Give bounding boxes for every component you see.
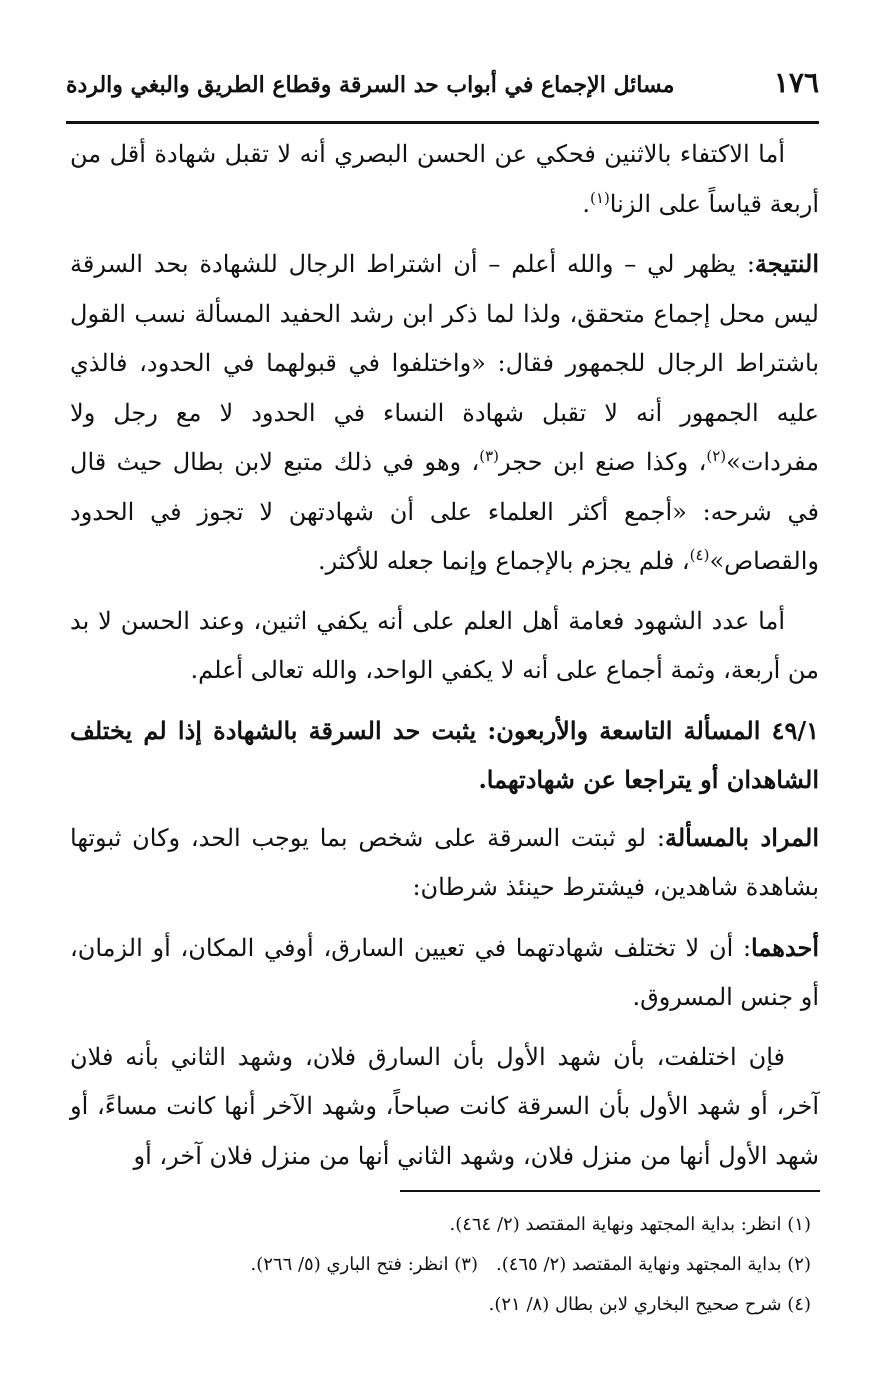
paragraph-result [70,239,819,587]
paragraph [70,130,819,229]
punctuation: . [582,189,591,218]
condition-lead: أحدهما [751,932,819,962]
page-number: ١٧٦ [773,66,819,99]
meaning-lead: المراد بالمسألة [664,822,819,852]
footnote: (٤) شرح صحيح البخاري لابن بطال (٨/ ٢١). [488,1294,811,1315]
footnotes [70,1205,819,1325]
result-lead: النتيجة [754,249,819,278]
paragraph-text: ، وكذا صنع ابن حجر [499,448,707,476]
paragraph-condition [70,923,819,1023]
footnote: (٣) انظر: فتح الباري (٥/ ٢٦٦). [250,1254,478,1275]
issue-heading: ٤٩/١ المسألة التاسعة والأربعون: يثبت حد السرقة بالشهادة إذا لم يختلف الشاهدان أو يتراجعا عن شهادتهما. [70,715,820,794]
footnote: (٢) بداية المجتهد ونهاية المقتصد (٢/ ٤٦٥). [495,1254,811,1275]
paragraph-text: : أن لا تختلف شهادتهما في تعيين السارق، أوفي المكان، أو الزمان، أو جنس المسروق. [70,933,819,1011]
paragraph-text: : يظهر لي – والله أعلم – أن اشتراط الرجال للشهادة بحد السرقة ليس محل إجماع متحقق، ولذا لما ذكر ابن رشد الحفيد المسألة نسب القول باشتراط الرجال للجمهور فقال: «واختلفوا في قبولهما في الحدود، فالذي عليه الجمهور أنه لا تقبل شهادة النساء في الحدود لا مع رجل ولا مفردات» [70,250,820,476]
footnote-line [70,1245,819,1285]
footnote-rule [400,1190,820,1192]
paragraph-text: ، وهو في ذلك متبع لابن بطال حيث قال في شرحه: «أجمع أكثر العلماء على أن شهادتهن لا تجوز في الحدود والقصاص» [70,448,820,575]
page-header [66,58,819,114]
running-title: مسائل الإجماع في أبواب حد السرقة وقطاع الطريق والبغي والردة [66,72,675,98]
footnote-ref: (٢) [706,447,727,465]
header-rule [66,121,819,124]
footnote-ref: (٣) [479,447,500,465]
paragraph: فإن اختلفت، بأن شهد الأول بأن السارق فلان، وشهد الثاني بأنه فلان آخر، أو شهد الأول بأن السرقة كانت صباحاً، وشهد الآخر أنها كانت مساءً، أو شهد الأول أنها من منزل فلان، وشهد الثاني أنها من منزل فلان آخر، أو [70,1042,819,1170]
main-text [70,130,819,1191]
paragraph-text: ، فلم يجزم بالإجماع وإنما جعله للأكثر. [317,547,690,575]
paragraph-text: أما الاكتفاء بالاثنين فحكي عن الحسن البصري أنه لا تقبل شهادة أقل من أربعة قياساً على الزنا [70,140,819,218]
footnote-ref: (١) [590,188,610,207]
paragraph: أما عدد الشهود فعامة أهل العلم على أنه يكفي اثنين، وعند الحسن لا بد من أربعة، وثمة أجماع على أنه لا يكفي الواحد، والله تعالى أعلم. [70,606,819,684]
footnote: (١) انظر: بداية المجتهد ونهاية المقتصد (٢/ ٤٦٤). [449,1214,811,1235]
paragraph-text: : لو ثبتت السرقة على شخص بما يوجب الحد، وكان ثبوتها بشاهدة شاهدين، فيشترط حينئذ شرطان: [70,823,819,901]
paragraph-meaning [70,813,819,913]
footnote-ref: (٤) [689,546,710,564]
